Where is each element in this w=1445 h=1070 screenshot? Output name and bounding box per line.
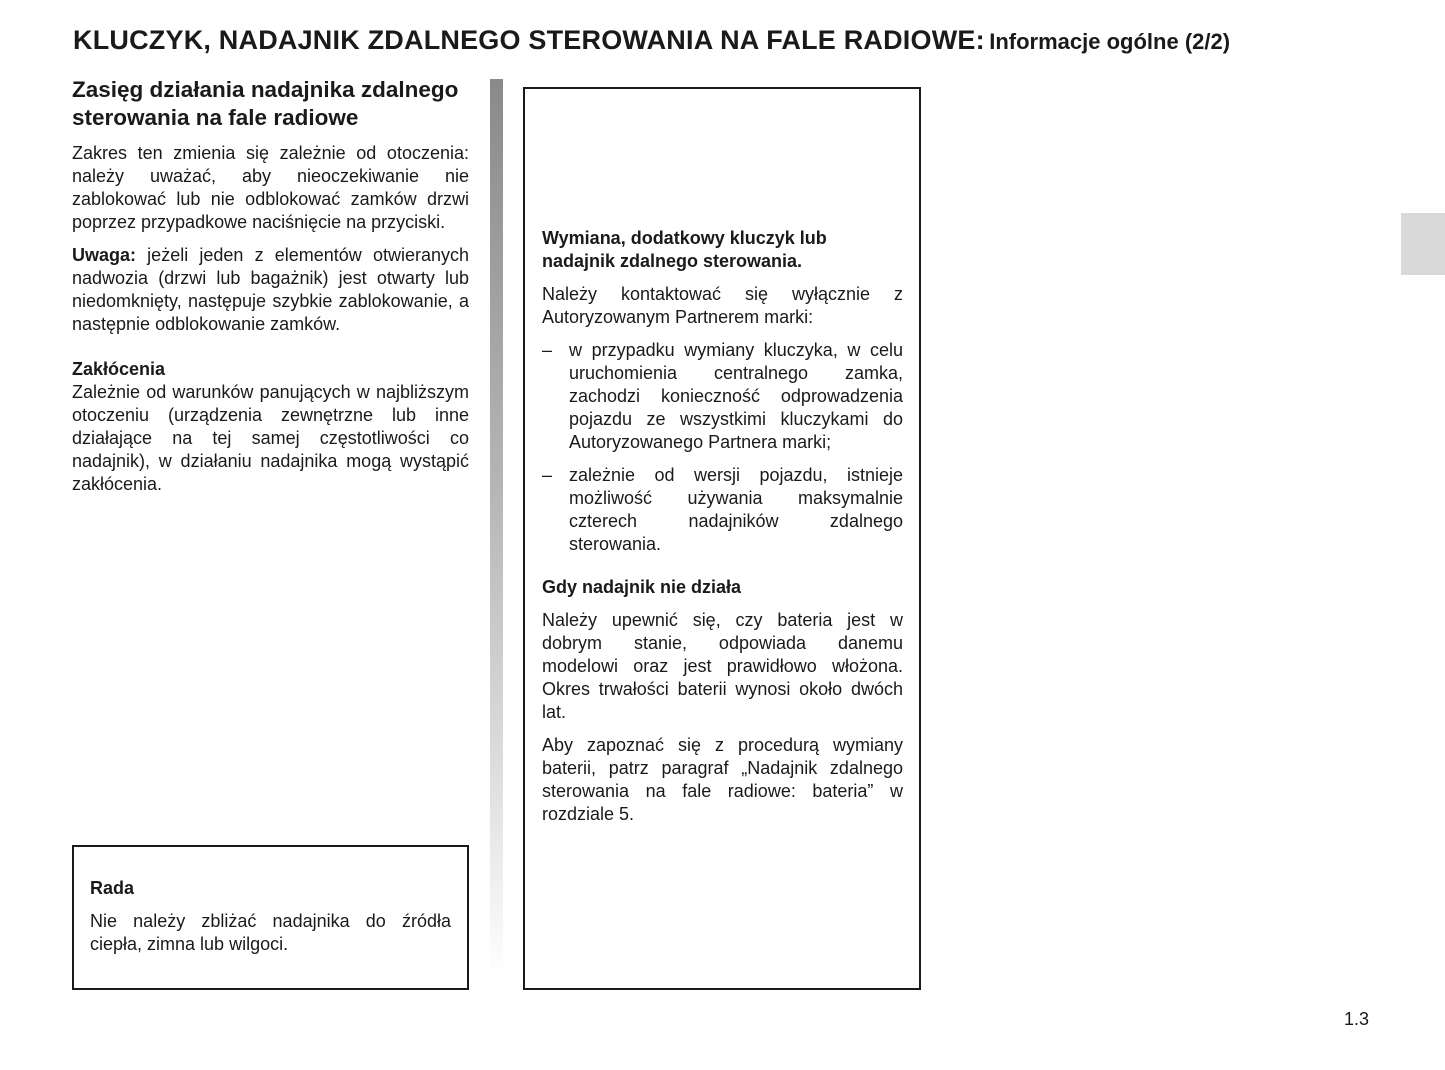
note-text: jeżeli jeden z elementów otwieranych nadwozia (drzwi lub bagażnik) jest otwarty lub niedomknięty, następuje szybkie zablokowanie, a następnie odblokowanie zamków.	[72, 245, 469, 334]
replacement-list	[542, 339, 903, 556]
advice-box	[72, 845, 469, 990]
dash-marker: –	[542, 465, 553, 485]
not-working-heading: Gdy nadajnik nie działa	[542, 577, 742, 597]
page-number: 1.3	[1344, 1009, 1370, 1029]
left-column	[72, 76, 469, 506]
page-title-sub: Informacje ogólne (2/2)	[989, 29, 1231, 54]
interference-paragraph: Zależnie od warunków panujących w najbliższym otoczeniu (urządzenia zewnętrzne lub inne działające na tej samej częstotliwości co nadajnik), w działaniu nadajnika mogą wystąpić zakłócenia.	[72, 382, 469, 494]
page-title-main: KLUCZYK, NADAJNIK ZDALNEGO STEROWANIA NA FALE RADIOWE:	[73, 25, 985, 55]
page-title	[73, 22, 1373, 63]
replacement-intro: Należy kontaktować się wyłącznie z Autoryzowanym Partnerem marki:	[542, 284, 903, 327]
interference-heading: Zakłócenia	[72, 359, 166, 379]
list-item-text: zależnie od wersji pojazdu, istnieje możliwość używania maksymalnie czterech nadajników zdalnego sterowania.	[569, 465, 903, 554]
range-heading: Zasięg działania nadajnika zdalnego sterowania na fale radiowe	[72, 77, 459, 130]
column-divider-bar	[490, 79, 503, 979]
note-label: Uwaga:	[72, 245, 137, 265]
note-paragraph	[72, 244, 469, 336]
advice-heading: Rada	[90, 878, 135, 898]
replacement-box	[523, 87, 921, 990]
list-item	[542, 464, 903, 556]
list-item	[542, 339, 903, 454]
dash-marker: –	[542, 340, 553, 360]
advice-text: Nie należy zbliżać nadajnika do źródła ciepła, zimna lub wilgoci.	[90, 911, 451, 954]
procedure-paragraph: Aby zapoznać się z procedurą wymiany baterii, patrz paragraf „Nadajnik zdalnego sterowania na fale radiowe: bateria” w rozdziale 5.	[542, 735, 903, 824]
chapter-tab	[1401, 213, 1445, 275]
replacement-heading: Wymiana, dodatkowy kluczyk lub nadajnik zdalnego sterowania.	[542, 228, 827, 271]
range-paragraph: Zakres ten zmienia się zależnie od otoczenia: należy uważać, aby nieoczekiwanie nie zablokować lub nie odblokować zamków drzwi poprzez przypadkowe naciśnięcie na przyciski.	[72, 143, 469, 232]
list-item-text: w przypadku wymiany kluczyka, w celu uruchomienia centralnego zamka, zachodzi konieczność odprowadzenia pojazdu ze wszystkimi kluczykami do Autoryzowanego Partnera marki;	[569, 340, 903, 452]
not-working-paragraph: Należy upewnić się, czy bateria jest w dobrym stanie, odpowiada danemu modelowi oraz jest prawidłowo włożona. Okres trwałości baterii wynosi około dwóch lat.	[542, 610, 903, 722]
